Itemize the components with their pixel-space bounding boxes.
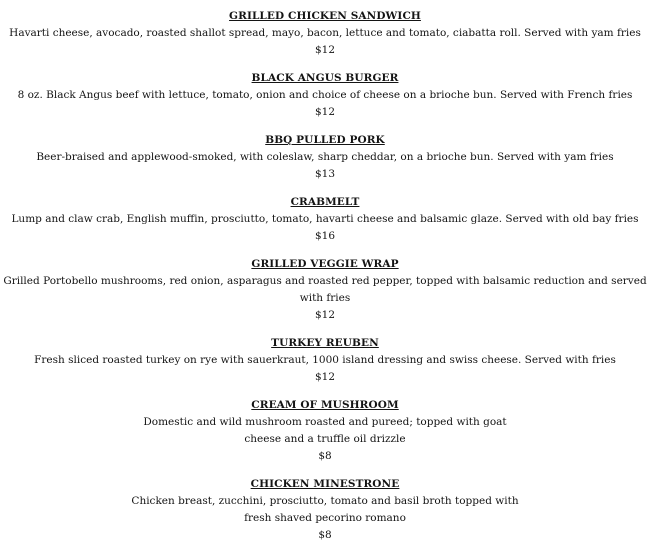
- menu-item-crabmelt: [0, 194, 650, 245]
- menu-list: [0, 8, 650, 555]
- item-name: TURKEY REUBEN: [271, 337, 379, 349]
- item-name: BLACK ANGUS BURGER: [251, 72, 399, 84]
- item-description: Havarti cheese, avocado, roasted shallot spread, mayo, bacon, lettuce and tomato, ciabatta roll. Served with yam fries: [9, 27, 641, 39]
- item-price: $12: [314, 106, 336, 118]
- item-description: Fresh sliced roasted turkey on rye with sauerkraut, 1000 island dressing and swiss cheese. Served with fries: [34, 354, 616, 366]
- item-name: BBQ PULLED PORK: [265, 134, 385, 146]
- item-name: CRABMELT: [290, 196, 360, 208]
- item-description: 8 oz. Black Angus beef with lettuce, tomato, onion and choice of cheese on a brioche bun. Served with French fries: [17, 89, 633, 101]
- item-price: $8: [318, 529, 332, 541]
- item-name: GRILLED CHICKEN SANDWICH: [229, 10, 421, 22]
- item-name: CREAM OF MUSHROOM: [251, 399, 399, 411]
- item-price: $12: [314, 309, 336, 321]
- menu-item-cream-of-mushroom: [0, 397, 650, 465]
- item-price: $12: [314, 44, 336, 56]
- item-price: $16: [314, 230, 336, 242]
- item-name: GRILLED VEGGIE WRAP: [251, 258, 399, 270]
- menu-item-turkey-reuben: [0, 335, 650, 386]
- item-price: $12: [314, 371, 336, 383]
- item-price: $13: [314, 168, 336, 180]
- item-description: Chicken breast, zucchini, prosciutto, tomato and basil broth topped with fresh shaved pecorino romano: [131, 495, 519, 524]
- item-description: Lump and claw crab, English muffin, prosciutto, tomato, havarti cheese and balsamic glaze. Served with old bay fries: [11, 213, 639, 225]
- menu-item-grilled-chicken-sandwich: [0, 8, 650, 59]
- menu-item-bbq-pulled-pork: [0, 132, 650, 183]
- menu-item-chicken-minestrone: [0, 476, 650, 544]
- item-description: Domestic and wild mushroom roasted and pureed; topped with goat cheese and a truffle oil drizzle: [143, 416, 507, 445]
- item-description: Grilled Portobello mushrooms, red onion, asparagus and roasted red pepper, topped with balsamic reduction and served with fries: [3, 275, 647, 304]
- item-price: $8: [318, 450, 332, 462]
- item-name: CHICKEN MINESTRONE: [250, 478, 400, 490]
- menu-item-grilled-veggie-wrap: [0, 256, 650, 324]
- item-description: Beer-braised and applewood-smoked, with coleslaw, sharp cheddar, on a brioche bun. Served with yam fries: [36, 151, 614, 163]
- menu-item-black-angus-burger: [0, 70, 650, 121]
